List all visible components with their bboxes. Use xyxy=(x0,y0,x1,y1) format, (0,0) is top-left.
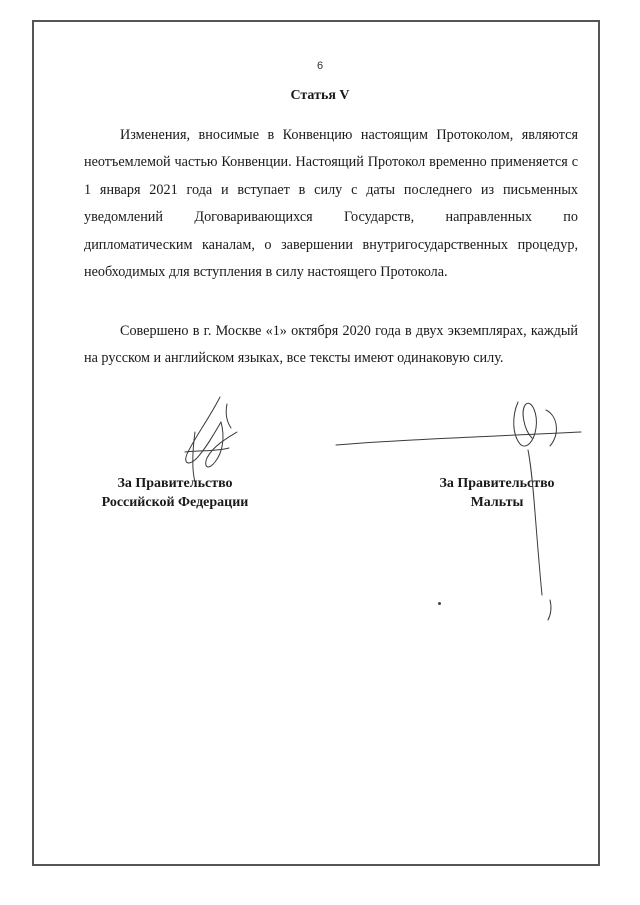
page-number: 6 xyxy=(316,60,324,72)
article-heading: Статья V xyxy=(290,88,350,103)
article-paragraph-done-at: Совершено в г. Москве «1» октября 2020 года в двух экземплярах, каждый на русском и английском языках, все тексты имеют одинаковую силу. xyxy=(84,323,578,367)
ink-mark-dot xyxy=(438,602,441,605)
signatory-block-malta xyxy=(382,474,612,512)
signatory-block-russia xyxy=(60,474,290,512)
article-paragraph-amendments: Изменения, вносимые в Конвенцию настоящим Протоколом, являются неотъемлемой частью Конвенции. Настоящий Протокол временно применяется с 1 января 2021 года и вступает в силу с даты последнего из письменных уведомлений Договаривающихся Государств, направленных по дипломатическим каналам, о завершении внутригосударственных процедур, необходимых для вступления в силу настоящего Протокола. xyxy=(84,127,578,281)
signatory-malta-line2: Мальты xyxy=(470,495,524,510)
signatory-russia-line2: Российской Федерации xyxy=(101,495,249,510)
signatory-malta-line1: За Правительство xyxy=(439,476,555,491)
signatory-russia-line1: За Правительство xyxy=(117,476,233,491)
